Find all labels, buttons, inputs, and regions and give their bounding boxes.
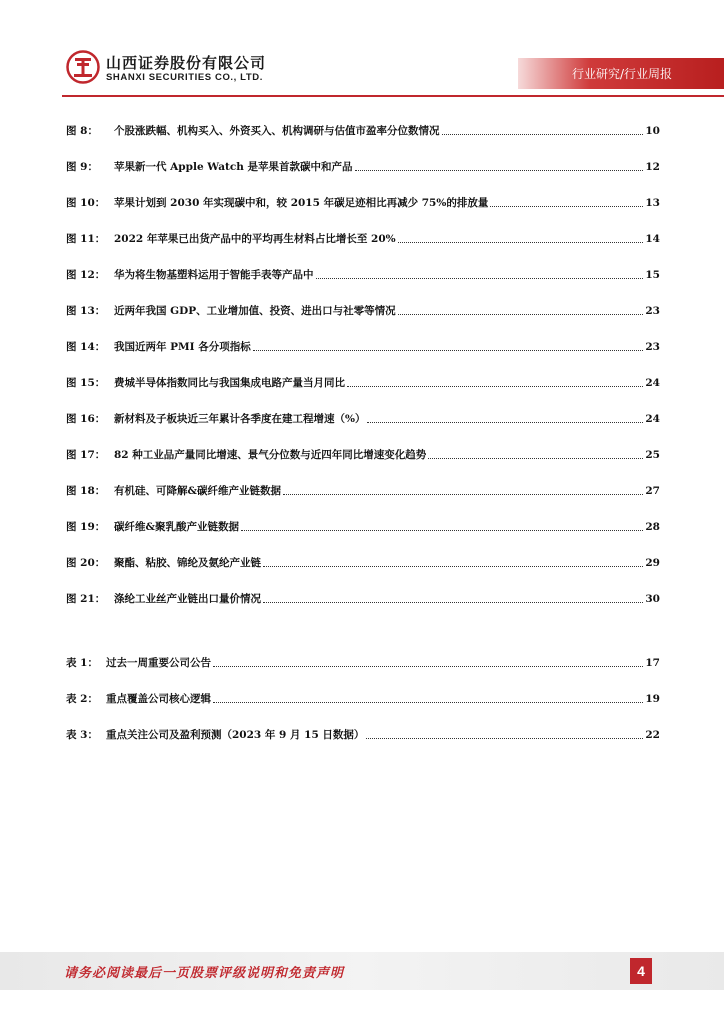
- toc-label: 表 1：: [66, 657, 98, 669]
- toc-page-number: 29: [645, 557, 660, 569]
- toc-page-number: 28: [645, 521, 660, 533]
- toc-figure-13[interactable]: [66, 298, 660, 318]
- toc-leader: [366, 737, 643, 739]
- toc-leader: [253, 349, 644, 351]
- toc-page-number: 22: [645, 729, 660, 741]
- toc-title: 重点关注公司及盈利预测（2023 年 9 月 15 日数据）: [106, 729, 365, 741]
- toc-leader: [398, 241, 644, 243]
- toc-label: 表 3：: [66, 729, 98, 741]
- toc-page-number: 24: [645, 377, 660, 389]
- toc-label: 图 19：: [66, 521, 106, 533]
- toc-figure-8[interactable]: [66, 118, 660, 138]
- toc-label: 图 15：: [66, 377, 106, 389]
- toc-label: 图 21：: [66, 593, 106, 605]
- toc-label: 图 13：: [66, 305, 106, 317]
- toc-leader: [213, 665, 643, 667]
- toc-table-2[interactable]: [66, 686, 660, 706]
- toc-label: 图 16：: [66, 413, 106, 425]
- toc-title: 苹果计划到 2030 年实现碳中和，较 2015 年碳足迹相比再减少 75%的排放量: [114, 197, 489, 209]
- toc-title: 华为将生物基塑料运用于智能手表等产品中: [114, 269, 314, 281]
- toc-label: 图 18：: [66, 485, 106, 497]
- toc-title: 个股涨跌幅、机构买入、外资买入、机构调研与估值市盈率分位数情况: [114, 125, 440, 137]
- toc-label: 图 17：: [66, 449, 106, 461]
- toc-leader: [316, 277, 644, 279]
- toc-page-number: 25: [645, 449, 660, 461]
- toc-figure-14[interactable]: [66, 334, 660, 354]
- toc-page-number: 30: [645, 593, 660, 605]
- toc-label: 图 11：: [66, 233, 106, 245]
- toc-title: 费城半导体指数同比与我国集成电路产量当月同比: [114, 377, 345, 389]
- toc-page-number: 23: [645, 305, 660, 317]
- toc-page-number: 17: [645, 657, 660, 669]
- toc-page-number: 10: [645, 125, 660, 137]
- page-header: [0, 0, 724, 100]
- toc-label: 图 12：: [66, 269, 106, 281]
- toc-title: 苹果新一代 Apple Watch 是苹果首款碳中和产品: [114, 161, 353, 173]
- toc-leader: [283, 493, 643, 495]
- toc-title: 有机硅、可降解&碳纤维产业链数据: [114, 485, 281, 497]
- toc-label: 表 2：: [66, 693, 98, 705]
- header-divider: [62, 95, 724, 97]
- toc-label: 图 14：: [66, 341, 106, 353]
- disclaimer-notice: 请务必阅读最后一页股票评级说明和免责声明: [64, 966, 345, 981]
- toc-title: 涤纶工业丝产业链出口量价情况: [114, 593, 261, 605]
- toc-leader: [442, 133, 644, 135]
- toc-title: 82 种工业品产量同比增速、景气分位数与近四年同比增速变化趋势: [114, 449, 427, 461]
- report-category: 行业研究/行业周报: [571, 67, 672, 81]
- toc-figure-9[interactable]: [66, 154, 660, 174]
- toc-title: 2022 年苹果已出货产品中的平均再生材料占比增长至 20%: [114, 233, 396, 245]
- company-name-en: SHANXI SECURITIES CO., LTD.: [106, 72, 263, 83]
- toc-figure-12[interactable]: [66, 262, 660, 282]
- toc-figure-21[interactable]: [66, 586, 660, 606]
- page-footer: [0, 952, 724, 990]
- toc-title: 新材料及子板块近三年累计各季度在建工程增速（%）: [114, 413, 366, 425]
- toc-leader: [490, 205, 643, 207]
- page-number: 4: [630, 958, 652, 984]
- toc-title: 我国近两年 PMI 各分项指标: [114, 341, 251, 353]
- toc-leader: [398, 313, 644, 315]
- toc-table-1[interactable]: [66, 650, 660, 670]
- toc-figure-10[interactable]: [66, 190, 660, 210]
- toc-leader: [355, 169, 644, 171]
- company-name-cn: 山西证券股份有限公司: [106, 54, 267, 72]
- toc-leader: [263, 565, 643, 567]
- toc-figure-18[interactable]: [66, 478, 660, 498]
- toc-title: 近两年我国 GDP、工业增加值、投资、进出口与社零等情况: [114, 305, 396, 317]
- toc-leader: [263, 601, 643, 603]
- toc-leader: [347, 385, 643, 387]
- toc-leader: [213, 701, 643, 703]
- toc-page-number: 14: [645, 233, 660, 245]
- toc-page-number: 13: [645, 197, 660, 209]
- toc-figure-19[interactable]: [66, 514, 660, 534]
- toc-page-number: 24: [645, 413, 660, 425]
- toc-title: 过去一周重要公司公告: [106, 657, 211, 669]
- toc-figure-20[interactable]: [66, 550, 660, 570]
- toc-page-number: 12: [645, 161, 660, 173]
- toc-leader: [241, 529, 643, 531]
- toc-title: 碳纤维&聚乳酸产业链数据: [114, 521, 239, 533]
- toc-page-number: 15: [645, 269, 660, 281]
- toc-label: 图 8：: [66, 125, 98, 137]
- toc-figure-16[interactable]: [66, 406, 660, 426]
- toc-page-number: 27: [645, 485, 660, 497]
- toc-label: 图 20：: [66, 557, 106, 569]
- report-category-banner: [518, 58, 724, 89]
- shanxi-securities-logo-icon: [66, 50, 100, 84]
- toc-leader: [367, 421, 643, 423]
- toc-leader: [428, 457, 643, 459]
- toc-table-3[interactable]: [66, 722, 660, 742]
- toc-title: 聚酯、粘胶、锦纶及氨纶产业链: [114, 557, 261, 569]
- toc-label: 图 10：: [66, 197, 106, 209]
- toc-page-number: 19: [645, 693, 660, 705]
- toc-title: 重点覆盖公司核心逻辑: [106, 693, 211, 705]
- toc-figure-17[interactable]: [66, 442, 660, 462]
- toc-page-number: 23: [645, 341, 660, 353]
- toc-figure-15[interactable]: [66, 370, 660, 390]
- toc-label: 图 9：: [66, 161, 98, 173]
- toc-figure-11[interactable]: [66, 226, 660, 246]
